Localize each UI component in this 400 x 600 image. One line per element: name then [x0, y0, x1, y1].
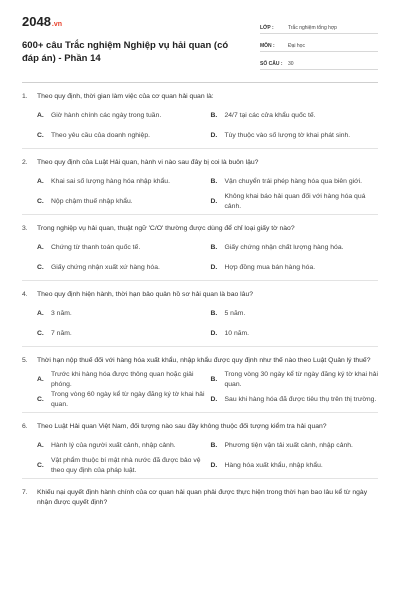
meta-value: 30 — [288, 61, 294, 67]
question-number: 3. — [22, 225, 28, 232]
logo-main: 2048 — [22, 14, 51, 29]
meta-key: MÔN : — [260, 43, 275, 49]
option-text: Chứng từ thanh toán quốc tế. — [51, 244, 141, 251]
document-header — [22, 14, 378, 70]
option-letter: A. — [37, 112, 44, 119]
question-text: Theo quy định hiện hành, thời hạn bảo quản hồ sơ hải quan là bao lâu? — [37, 291, 254, 298]
question-text: Trong nghiệp vụ hải quan, thuật ngữ 'C/O' thường được dùng để chỉ loại giấy tờ nào? — [37, 225, 295, 232]
option-letter: B. — [210, 244, 218, 251]
option-letter: A. — [37, 310, 44, 317]
option-letter: C. — [37, 132, 44, 139]
option-text: Vận chuyển trái phép hàng hóa qua biên giới. — [224, 178, 362, 185]
option-text: Hàng hóa xuất khẩu, nhập khẩu. — [224, 462, 323, 469]
option-letter: C. — [37, 462, 44, 469]
question-text: Theo quy định của Luật Hải quan, hành vi nào sau đây bị coi là buôn lậu? — [37, 159, 259, 166]
option-text: Hành lý của người xuất cảnh, nhập cảnh. — [51, 442, 176, 449]
option-b[interactable] — [211, 172, 379, 192]
option-b[interactable] — [211, 304, 379, 324]
option-text: Trong vòng 30 ngày kể từ ngày đăng ký tờ khai hải quan. — [224, 371, 378, 388]
option-a[interactable] — [37, 436, 205, 456]
question-block — [22, 281, 378, 347]
question-text-row — [22, 479, 378, 508]
header-left — [22, 14, 237, 70]
question-text-row — [22, 347, 378, 366]
options-grid — [22, 370, 378, 410]
meta-row-count — [260, 52, 378, 70]
options-grid — [22, 304, 378, 344]
option-letter: D. — [210, 264, 218, 271]
meta-key: LỚP : — [260, 25, 274, 31]
option-letter: D. — [210, 330, 218, 337]
logo-suffix: .vn — [51, 21, 63, 28]
option-letter: B. — [210, 178, 218, 185]
option-text: Nộp chậm thuế nhập khẩu. — [51, 198, 133, 205]
option-b[interactable] — [211, 370, 379, 390]
options-grid — [22, 238, 378, 278]
option-text: Giấy chứng nhận xuất xứ hàng hóa. — [51, 264, 160, 271]
option-letter: D. — [210, 462, 218, 469]
question-number: 1. — [22, 93, 28, 100]
option-letter: B. — [210, 442, 218, 449]
question-number: 5. — [22, 357, 28, 364]
option-text: Hợp đồng mua bán hàng hóa. — [224, 264, 316, 271]
meta-value: Đại học — [288, 43, 305, 49]
question-text-row — [22, 215, 378, 234]
question-text-row — [22, 413, 378, 432]
option-d[interactable] — [211, 324, 379, 344]
option-text: Vật phẩm thuộc bí mật nhà nước đã được bảo vệ theo quy định của pháp luật. — [51, 457, 201, 474]
question-block — [22, 347, 378, 413]
option-b[interactable] — [211, 238, 379, 258]
option-text: 5 năm. — [224, 310, 246, 317]
question-text-row — [22, 83, 378, 102]
option-c[interactable] — [37, 126, 205, 146]
option-letter: A. — [37, 244, 44, 251]
option-text: 7 năm. — [51, 330, 72, 337]
option-text: 24/7 tại các cửa khẩu quốc tế. — [224, 112, 316, 119]
question-block — [22, 83, 378, 149]
site-logo[interactable] — [22, 14, 237, 32]
option-letter: A. — [37, 178, 44, 185]
question-text: Theo Luật Hải quan Việt Nam, đối tượng nào sau đây không thuộc đối tượng kiểm tra hải quan? — [37, 423, 327, 430]
option-d[interactable] — [211, 126, 379, 146]
option-text: Trong vòng 60 ngày kể từ ngày đăng ký tờ khai hải quan. — [51, 391, 205, 408]
option-text: Tùy thuộc vào số lượng tờ khai phát sinh. — [224, 132, 351, 139]
option-d[interactable] — [211, 456, 379, 476]
option-letter: D. — [210, 132, 218, 139]
option-d[interactable] — [211, 192, 379, 212]
question-block — [22, 479, 378, 508]
option-letter: A. — [37, 376, 44, 383]
meta-key: SỐ CÂU : — [260, 61, 283, 67]
meta-table — [260, 16, 378, 70]
option-letter: B. — [210, 310, 218, 317]
question-block — [22, 149, 378, 215]
option-d[interactable] — [211, 258, 379, 278]
option-text: Khai sai số lượng hàng hóa nhập khẩu. — [51, 178, 170, 185]
option-c[interactable] — [37, 324, 205, 344]
option-letter: D. — [210, 198, 218, 205]
option-b[interactable] — [211, 106, 379, 126]
question-number: 6. — [22, 423, 28, 430]
option-a[interactable] — [37, 106, 205, 126]
option-letter: A. — [37, 442, 44, 449]
option-letter: B. — [210, 376, 218, 383]
option-text: Phương tiện vận tải xuất cảnh, nhập cảnh. — [224, 442, 353, 449]
option-letter: C. — [37, 198, 44, 205]
question-number: 4. — [22, 291, 28, 298]
option-text: Giấy chứng nhận chất lượng hàng hóa. — [224, 244, 344, 251]
option-a[interactable] — [37, 238, 205, 258]
meta-row-class — [260, 16, 378, 34]
option-a[interactable] — [37, 370, 205, 390]
option-letter: D. — [210, 396, 218, 403]
option-c[interactable] — [37, 390, 205, 410]
option-text: 3 năm. — [51, 310, 72, 317]
option-text: 10 năm. — [224, 330, 250, 337]
question-text-row — [22, 281, 378, 300]
option-a[interactable] — [37, 304, 205, 324]
question-text-row — [22, 149, 378, 168]
option-text: Theo yêu cầu của doanh nghiệp. — [51, 132, 151, 139]
question-text: Thời hạn nộp thuế đối với hàng hóa xuất khẩu, nhập khẩu được quy định như thế nào theo Luật Quản lý thuế? — [37, 357, 371, 364]
options-grid — [22, 106, 378, 146]
option-a[interactable] — [37, 172, 205, 192]
options-grid — [22, 436, 378, 476]
option-text: Trước khi hàng hóa được thông quan hoặc giải phóng. — [51, 371, 194, 388]
option-text: Sau khi hàng hóa đã được tiêu thụ trên thị trường. — [224, 396, 377, 403]
options-grid — [22, 172, 378, 212]
option-c[interactable] — [37, 258, 205, 278]
question-text: Khiếu nại quyết định hành chính của cơ quan hải quan phải được thực hiện trong thời hạn bao lâu kể từ ngày nhận được quyết định? — [37, 489, 368, 506]
document-title: 600+ câu Trắc nghiệm Nghiệp vụ hải quan (có đáp án) - Phần 14 — [22, 40, 229, 64]
question-number: 7. — [22, 489, 28, 496]
question-number: 2. — [22, 159, 28, 166]
option-c[interactable] — [37, 456, 205, 476]
option-c[interactable] — [37, 192, 205, 212]
question-text: Theo quy định, thời gian làm việc của cơ quan hải quan là: — [37, 93, 214, 100]
option-text: Giờ hành chính các ngày trong tuần. — [51, 112, 162, 119]
option-d[interactable] — [211, 390, 379, 410]
question-block — [22, 215, 378, 281]
option-text: Không khai báo hải quan đối với hàng hóa quá cảnh. — [224, 193, 366, 210]
option-letter: C. — [37, 396, 44, 403]
option-letter: C. — [37, 330, 44, 337]
option-letter: B. — [210, 112, 218, 119]
meta-value: Trắc nghiệm tổng hợp — [288, 25, 337, 31]
meta-row-subject — [260, 34, 378, 52]
option-letter: C. — [37, 264, 44, 271]
option-b[interactable] — [211, 436, 379, 456]
question-block — [22, 413, 378, 479]
